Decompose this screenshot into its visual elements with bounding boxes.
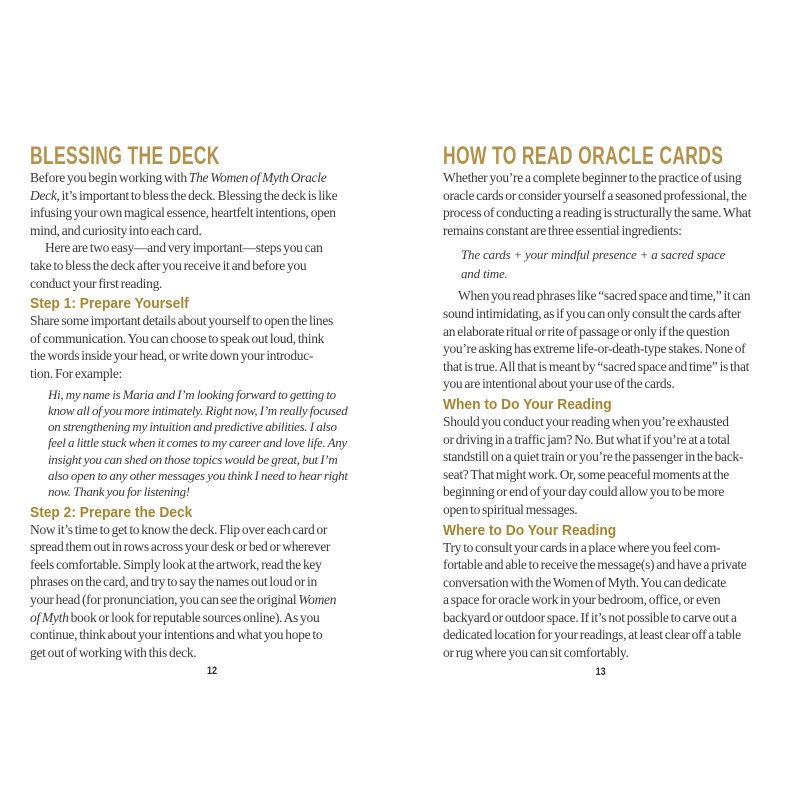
ingredients-formula: The cards + your mindful presence + a sacred space and time. [461, 247, 726, 282]
body-paragraph: Share some important details about yourself to open the lines of communication. You can choose to speak out loud, think the words inside your head, or write down your introduc- tion. For example: [30, 313, 334, 381]
body-paragraph: Whether you’re a complete beginner to the practice of using oracle cards or consider yourself a seasoned professional, the process of conducting a reading is structurally the same. What remains constant are three essential ingredients: [443, 170, 752, 238]
page-13-content [443, 169, 791, 662]
section-subheading: When to Do Your Reading [443, 396, 612, 413]
page-13 [443, 142, 791, 678]
section-subheading: Where to Do Your Reading [443, 522, 617, 539]
chapter-heading-blessing-the-deck: BLESSING THE DECK [30, 142, 220, 170]
body-paragraph: Before you begin working with The Women of Myth Oracle Deck, it’s important to bless the deck. Blessing the deck is like infusing your own magical essence, heartfelt intentions, open mind, and curiosity into each card. [30, 170, 338, 238]
body-paragraph: Now it’s time to get to know the deck. Flip over each card or spread them out in rows across your desk or bed or wherever feels comfortable. Simply look at the artwork, read the key phrases on the card, and try to say the names out loud or in your head (for pronunciation, you can see the original Women of Myth book or look for reputable sources online). As you continue, think about your intentions and what you hope to get out of working with this deck. [30, 521, 337, 660]
body-paragraph: When you read phrases like “sacred space and time,” it can sound intimidating, as if you can only consult the cards after an elaborate ritual or rite of passage or only if the question you’re asking has extreme life-or-death-type stakes. None of that is true. All that is meant by “sacred space and time” is that you are intentional about your use of the cards. [443, 288, 751, 392]
body-paragraph: Should you conduct your reading when you’re exhausted or driving in a traffic jam? No. But what if you’re at a total standstill on a quiet train or you’re the passenger in the back- seat? That might work. Or, some peaceful moments at the beginning or end of your day could allow you to be more open to spiritual messages. [443, 413, 744, 517]
page-12-content [30, 169, 394, 661]
section-subheading: Step 1: Prepare Yourself [30, 296, 189, 313]
section-subheading: Step 2: Prepare the Deck [30, 504, 193, 521]
example-introduction-quote: Hi, my name is Maria and I’m looking forward to getting to know all of you more intimately. Right now, I’m really focused on strengthening my intuition and predictive abilities. I also feel a little stuck when it comes to my career and love life. Any insight you can shed on those topics would be great, but I’m also open to any other messages you think I need to hear right now. Thank you for listening! [48, 386, 348, 500]
page-12 [30, 142, 394, 678]
page-number-right: 13 [595, 665, 606, 678]
body-paragraph: Here are two easy—and very important—steps you can take to bless the deck after you receive it and before you conduct your first reading. [30, 240, 323, 291]
chapter-heading-how-to-read-oracle-cards: HOW TO READ ORACLE CARDS [443, 142, 724, 170]
page-number-left: 12 [206, 665, 218, 678]
body-paragraph: Try to consult your cards in a place where you feel com- fortable and able to receive the message(s) and have a private conversation with the Women of Myth. You can dedicate a space for oracle work in your bedroom, office, or even backyard or outdoor space. If it’s not possible to carve out a dedicated location for your readings, at least clear off a table or rug where you can sit comfortably. [443, 539, 747, 661]
